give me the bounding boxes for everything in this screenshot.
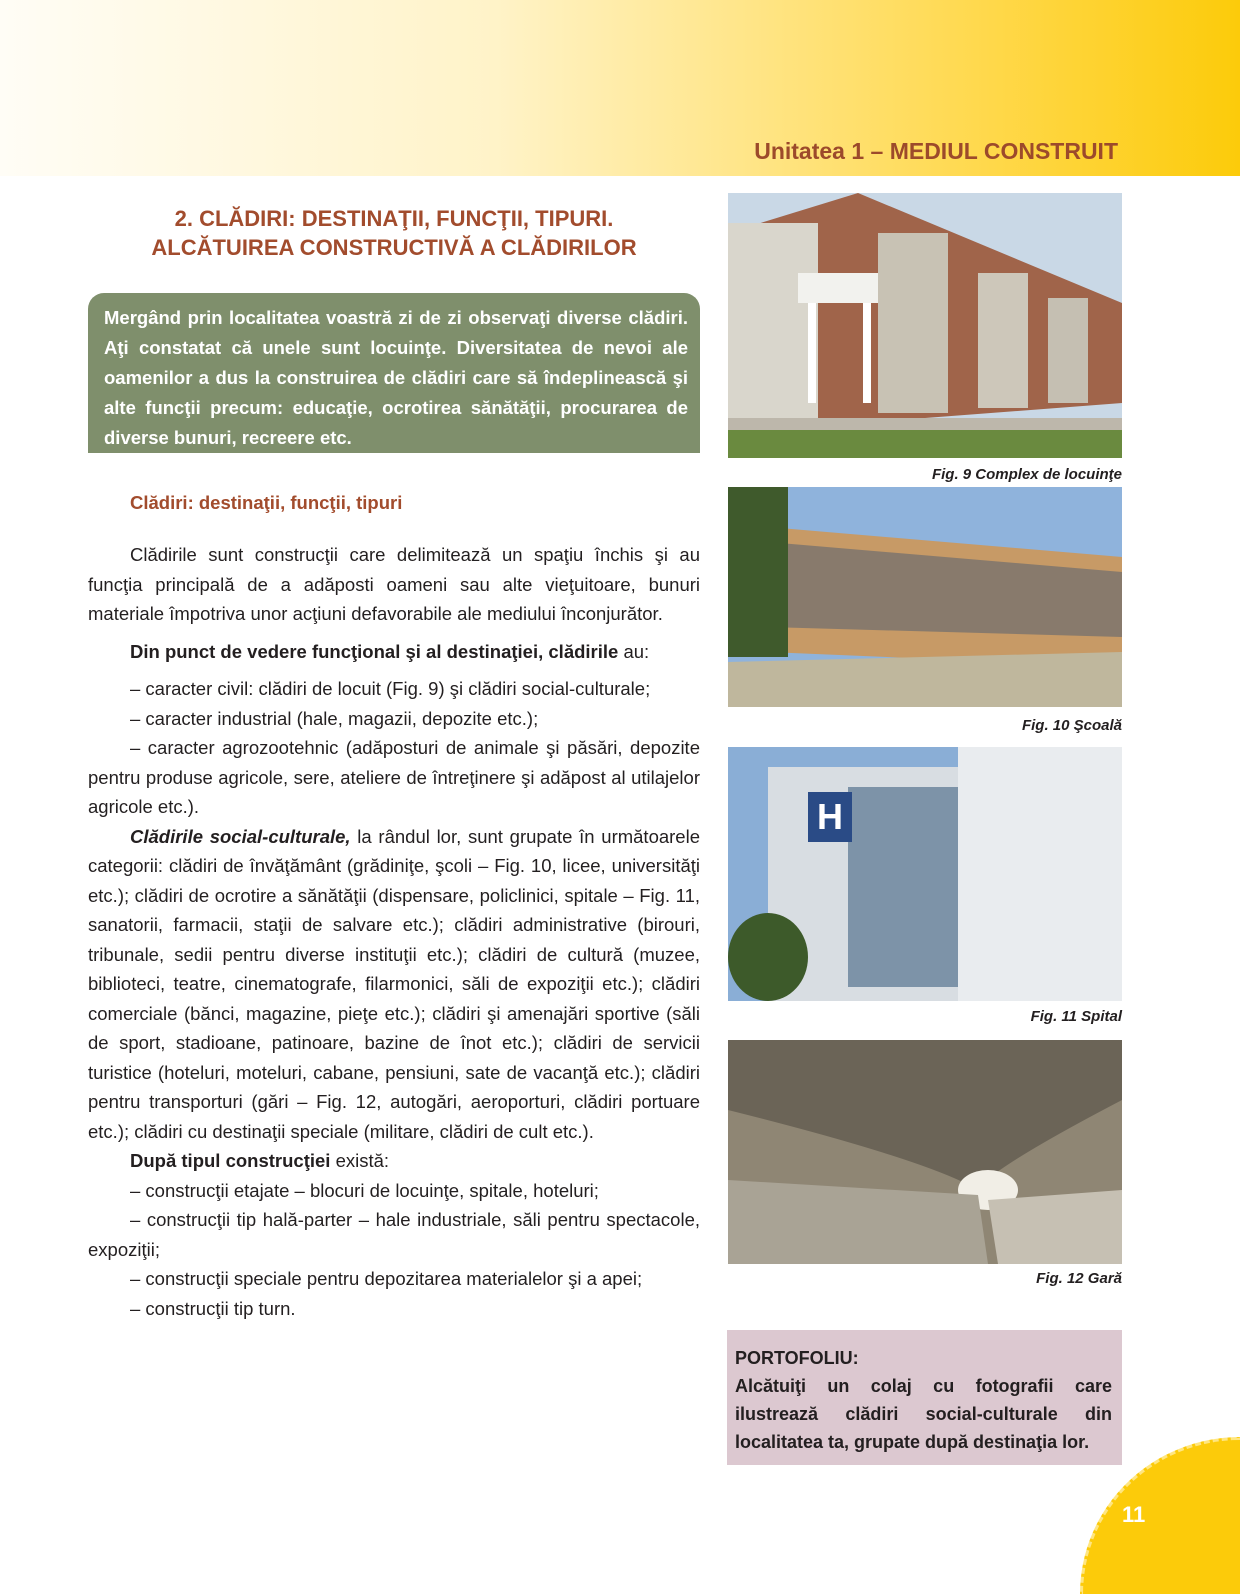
bold-text: Din punct de vedere funcţional şi al destinaţiei, clădirile bbox=[130, 640, 619, 662]
photo-school bbox=[728, 487, 1122, 707]
page-number: 11 bbox=[1122, 1502, 1146, 1527]
list-item: – caracter civil: clădiri de locuit (Fig. 9) şi clădiri social-culturale; bbox=[130, 678, 651, 699]
portfolio-box bbox=[727, 1330, 1122, 1465]
figure-caption: Fig. 10 Şcoală bbox=[1021, 717, 1122, 734]
list-item: – construcţii speciale pentru depozitarea materialelor şi a apei; bbox=[130, 1268, 643, 1289]
text: au: bbox=[618, 640, 650, 662]
photo-hospital bbox=[728, 747, 1122, 1001]
paragraph bbox=[88, 822, 700, 1147]
photo-train-station bbox=[728, 1040, 1122, 1264]
portfolio-title: PORTOFOLIU: bbox=[735, 1348, 859, 1368]
lesson-title bbox=[88, 204, 700, 262]
list-item: – caracter industrial (hale, magazii, depozite etc.); bbox=[130, 707, 539, 729]
section-subtitle: Clădiri: destinaţii, funcţii, tipuri bbox=[130, 492, 403, 513]
paragraph bbox=[88, 1146, 700, 1176]
bold-italic-text: Clădirile social-culturale, bbox=[130, 825, 351, 847]
hospital-sign: H bbox=[817, 796, 843, 837]
portfolio-text: Alcătuiţi un colaj cu fotografii care ilustrează clădiri social-culturale din localitatea ta, grupate după destinaţia lor. bbox=[735, 1376, 1112, 1452]
title-line-2: ALCĂTUIREA CONSTRUCTIVĂ A CLĂDIRILOR bbox=[151, 235, 637, 260]
figure-caption: Fig. 9 Complex de locuinţe bbox=[931, 466, 1122, 483]
intro-box: Mergând prin localitatea voastră zi de zi observaţi diverse clădiri. Aţi constatat că unele sunt locuinţe. Diversitatea de nevoi ale oamenilor a dus la construirea de clădiri care să îndeplinească şi alte funcţii precum: educaţie, ocrotirea sănătăţii, procurarea de diverse bunuri, recreere etc. bbox=[88, 293, 700, 453]
photo-housing-complex bbox=[728, 193, 1122, 458]
unit-heading: Unitatea 1 – MEDIUL CONSTRUIT bbox=[754, 138, 1118, 164]
title-line-1: 2. CLĂDIRI: DESTINAŢII, FUNCŢII, TIPURI. bbox=[174, 206, 614, 231]
body-text bbox=[88, 540, 700, 1323]
list-item: – caracter agrozootehnic (adăposturi de animale şi păsări, depozite pentru produse agricole, sere, ateliere de întreţinere şi adăpost al utilajelor agricole etc.). bbox=[88, 737, 700, 817]
text: există: bbox=[330, 1150, 390, 1171]
list-item: – construcţii etajate – blocuri de locuinţe, spitale, hoteluri; bbox=[130, 1179, 599, 1201]
list-item: – construcţii tip turn. bbox=[130, 1297, 296, 1319]
figure-caption: Fig. 12 Gară bbox=[1036, 1270, 1122, 1287]
paragraph bbox=[88, 637, 700, 667]
figure-caption: Fig. 11 Spital bbox=[1030, 1008, 1122, 1025]
list-item: – construcţii tip hală-parter – hale industriale, săli pentru spectacole, expoziţii; bbox=[88, 1209, 700, 1260]
bold-text: După tipul construcţiei bbox=[130, 1150, 331, 1171]
paragraph: Clădirile sunt construcţii care delimitează un spaţiu închis şi au funcţia principală de a adăposti oameni sau alte vieţuitoare, bunuri materiale împotriva unor acţiuni defavorabile ale mediului înconjurător. bbox=[88, 544, 700, 624]
text: la rândul lor, sunt grupate în următoarele categorii: clădiri de învăţământ (grădiniţe, şcoli – Fig. 10, licee, universităţi etc.); clădiri de ocrotire a sănătăţii (dispensare, policlinici, spitale – Fig. 11, sanatorii, farmacii, staţii de salvare etc.); clădiri administrative (birouri, tribunale, sedii pentru diverse instituţii etc.); clădiri de cultură (muzee, biblioteci, teatre, cinematografe, filarmonici, săli de expoziţii etc.); clădiri comerciale (bănci, magazine, pieţe etc.); clădiri şi amenajări sportive (săli de sport, stadioane, patinoare, bazine de înot etc.); clădiri de servicii turistice (hoteluri, moteluri, cabane, pensiuni, sate de vacanţă etc.); clădiri pentru transporturi (gări – Fig. 12, autogări, aeroporturi, clădiri portuare etc.); clădiri cu destinaţii speciale (militare, clădiri de cult etc.). bbox=[88, 825, 700, 1142]
